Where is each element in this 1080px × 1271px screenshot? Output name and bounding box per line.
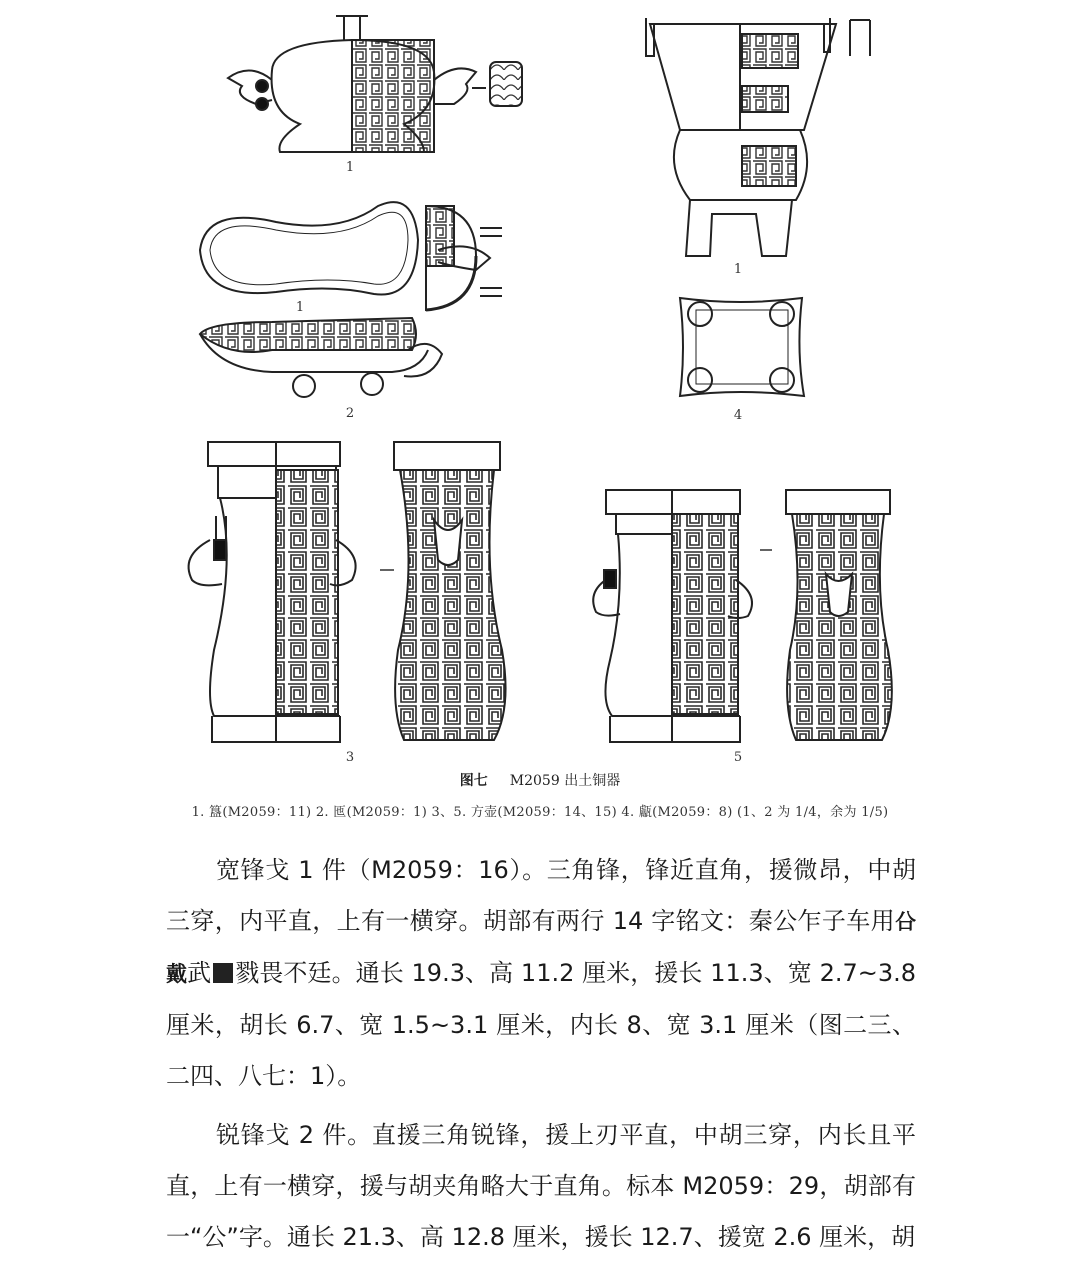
figure-number: 3	[345, 750, 355, 765]
paragraph-text: 武	[187, 959, 212, 987]
yan-plan-view	[680, 298, 804, 396]
fanghu-5-front-drawing	[786, 490, 892, 740]
figure-number: 4	[733, 408, 743, 423]
figure-title-text: M2059 出土铜器	[509, 773, 621, 789]
fanghu-3-side-drawing	[189, 442, 394, 742]
fanghu-3-front-drawing	[394, 442, 506, 740]
yi-vessel-drawing	[200, 202, 502, 397]
gui-vessel-drawing	[228, 16, 522, 152]
figure-number: 1	[295, 300, 305, 315]
figure-number: 1	[733, 262, 743, 277]
paragraph: 锐锋戈 2 件。直援三角锐锋，援上刃平直，中胡三穿，内长且平直，上有一横穿，援与胡夹角略大于直角。标本 M2059：29，胡部有一“公”字。通长 21.3、高 12.8 厘米，援长 12.7、援宽 2.6 厘米，胡	[166, 1121, 916, 1251]
figure-label: 图七	[459, 773, 488, 789]
inscription-glyphs: 㕣戴	[166, 910, 916, 986]
article-body	[166, 845, 916, 1271]
figure-number: 5	[733, 750, 743, 765]
paragraph-text: 戮畏不廷。通长 19.3、高 11.2 厘米，援长 11.3、宽 2.7~3.8 厘米，胡长 6.7、宽 1.5~3.1 厘米，内长 8、宽 3.1 厘米（图二三、二四、八七：1）。	[166, 959, 917, 1090]
paragraph	[166, 845, 916, 1102]
paragraph-text: 宽锋戈 1 件（M2059：16）。三角锋，锋近直角，援微昂，中胡三穿，内平直，上有一横穿。胡部有两行 14 字铭文：秦公乍子车用	[166, 856, 916, 935]
figure-number: 1	[345, 160, 355, 175]
figure-number: 2	[345, 406, 355, 421]
figure-caption: 1. 簋(M2059：11) 2. 匜(M2059：1) 3、5. 方壶(M2059：14、15) 4. 甗(M2059：8) (1、2 为 1/4，余为 1/5)	[191, 805, 889, 820]
inscription-glyph-image	[213, 963, 233, 983]
fanghu-5-side-drawing	[593, 490, 772, 742]
figure-title	[0, 770, 1080, 790]
yan-vessel-drawing	[646, 18, 870, 256]
